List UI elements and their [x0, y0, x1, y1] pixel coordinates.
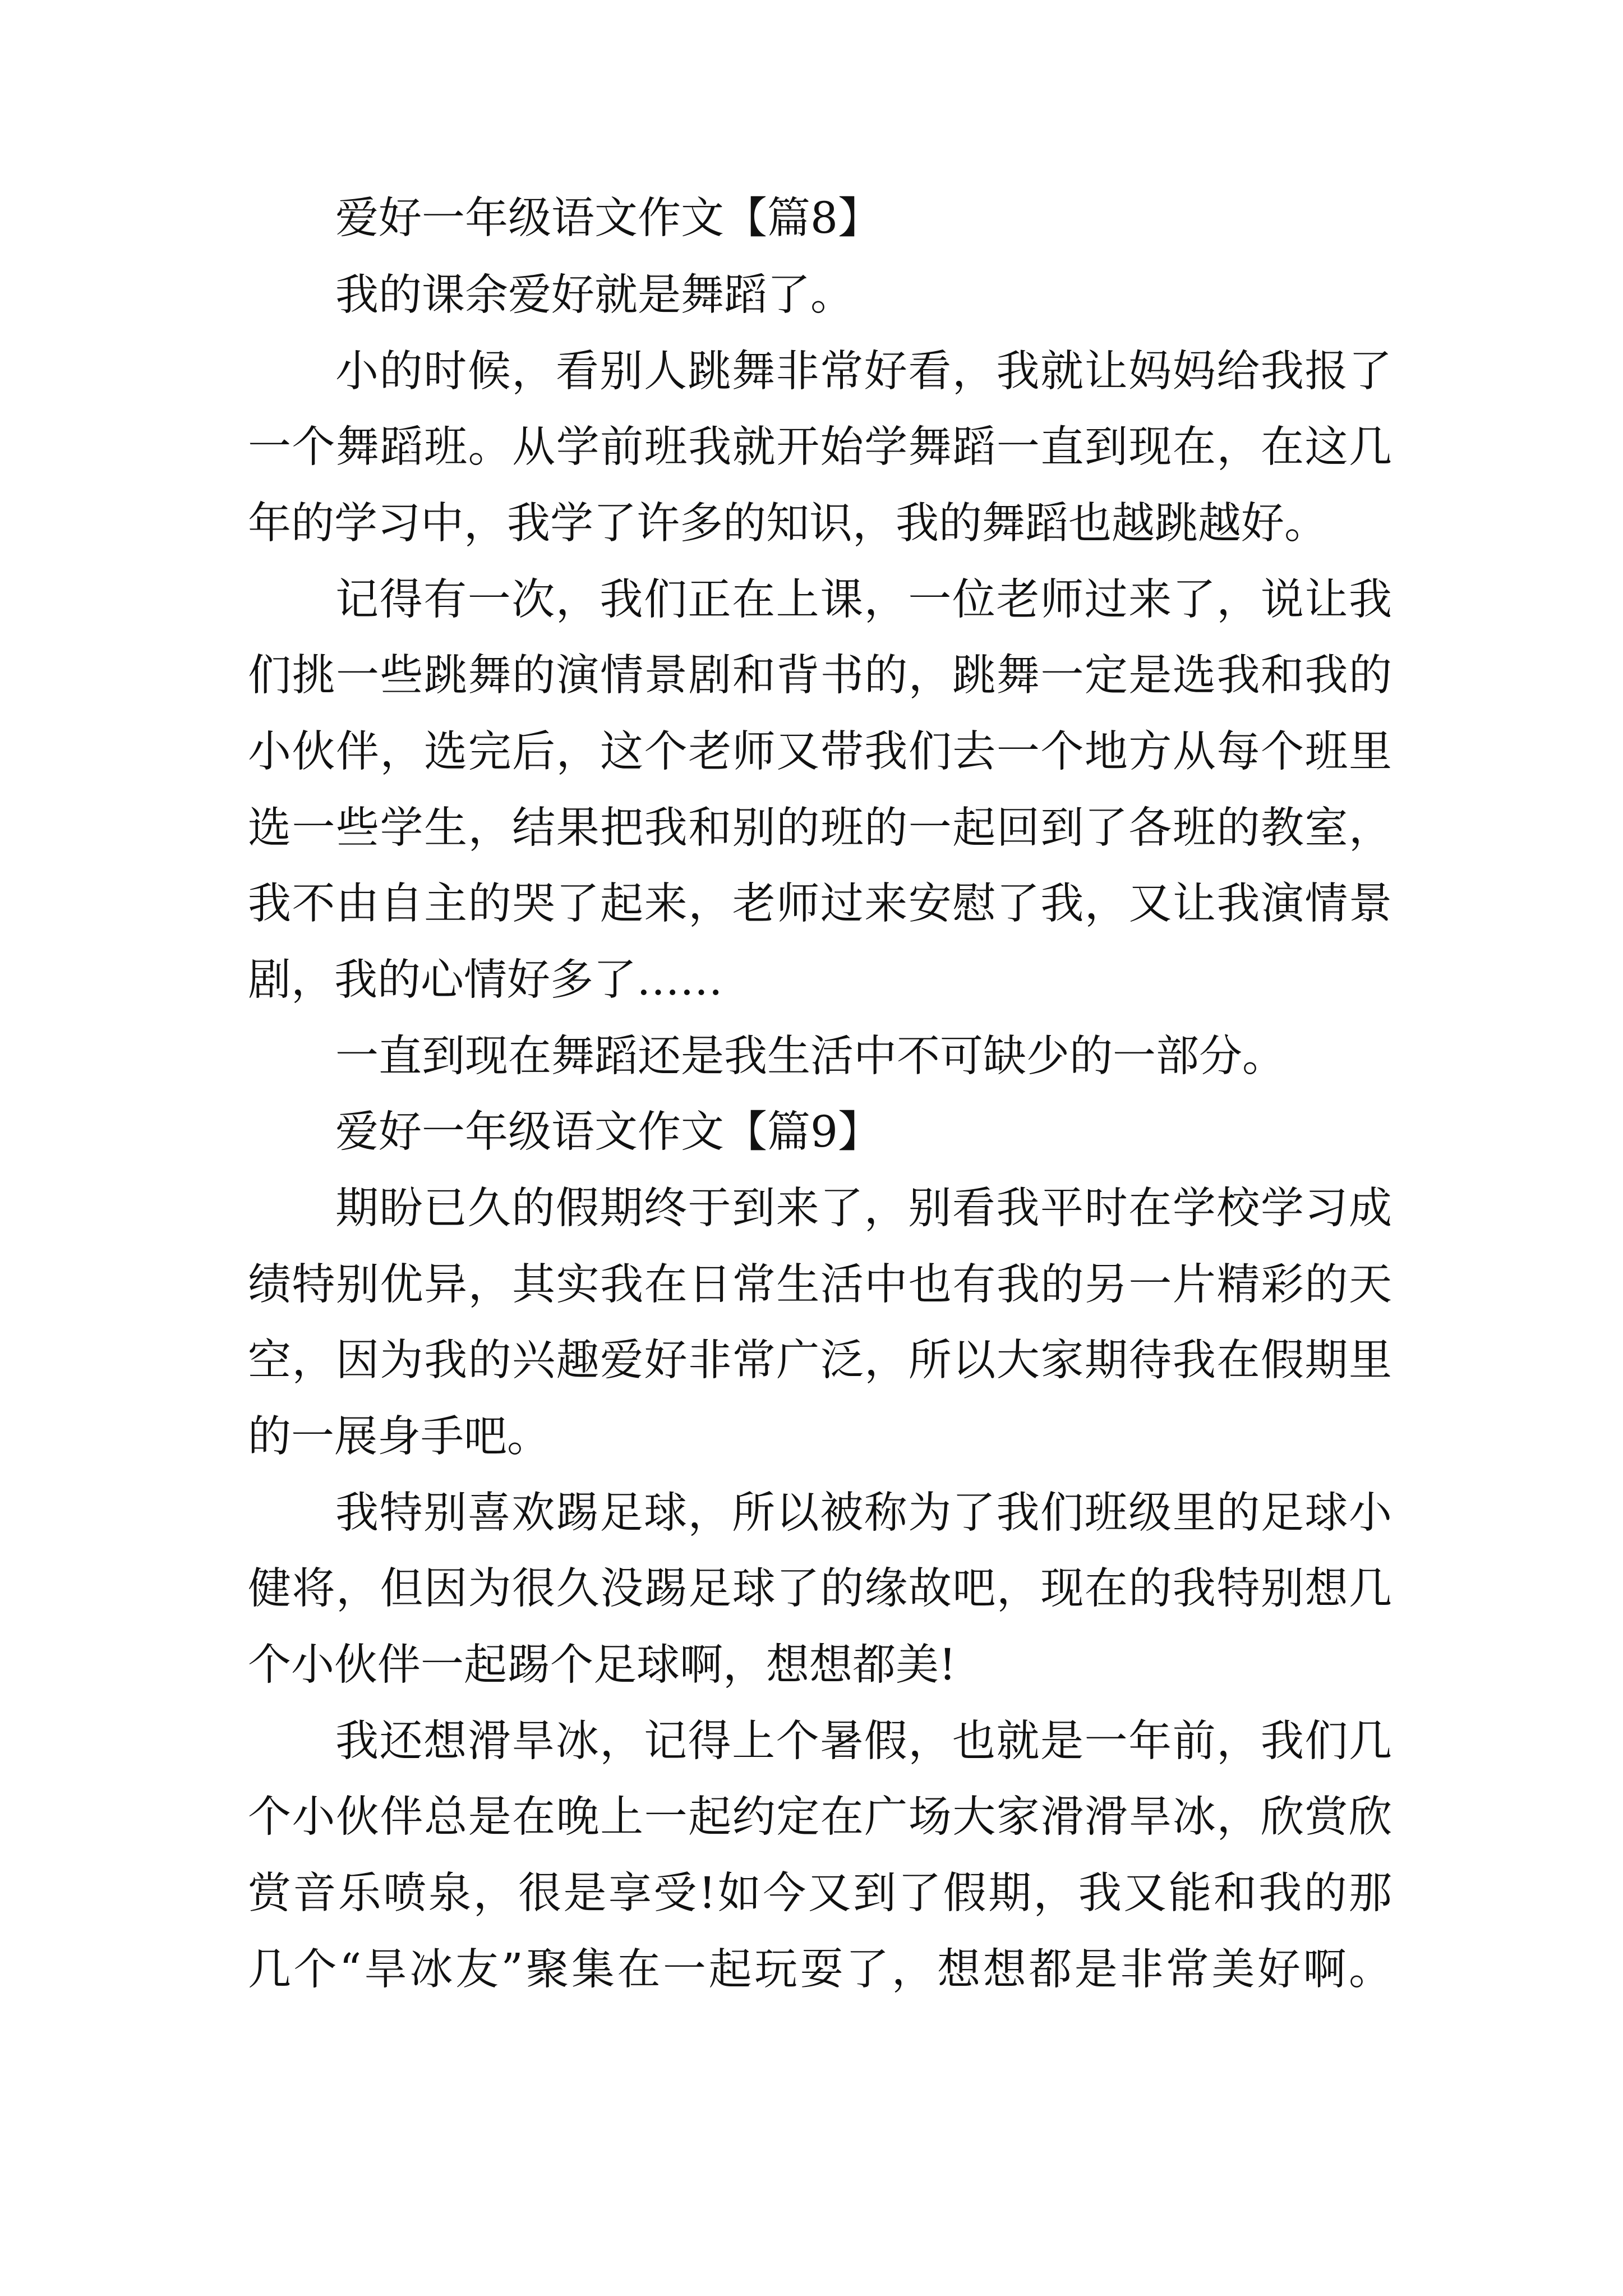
- essay-9-p3-line1: 我还想滑旱冰，记得上个暑假，也就是一年前，我们几: [335, 1717, 1392, 1766]
- essay-8-p2-line1: 小的时候，看别人跳舞非常好看，我就让妈妈给我报了: [335, 347, 1392, 397]
- essay-8-p3-line5: 我不由自主的哭了起来，老师过来安慰了我，又让我演情景: [248, 879, 1392, 929]
- essay-9-p1-line2: 绩特别优异，其实我在日常生活中也有我的另一片精彩的天: [248, 1260, 1392, 1310]
- essay-9-p3-line4: 几个“旱冰友”聚集在一起玩耍了，想想都是非常美好啊。: [248, 1945, 1392, 1995]
- essay-8-p3-line2: 们挑一些跳舞的演情景剧和背书的，跳舞一定是选我和我的: [248, 651, 1392, 701]
- essay-8-p4-line1: 一直到现在舞蹈还是我生活中不可缺少的一部分。: [335, 1032, 1285, 1082]
- essay-9-p3-line3: 赏音乐喷泉，很是享受!如今又到了假期，我又能和我的那: [248, 1869, 1392, 1918]
- essay-9-p2-line3: 个小伙伴一起踢个足球啊，想想都美!: [248, 1640, 956, 1690]
- essay-9-p1-line1: 期盼已久的假期终于到来了，别看我平时在学校学习成: [335, 1184, 1392, 1234]
- essay-9-p2-line2: 健将，但因为很久没踢足球了的缘故吧，现在的我特别想几: [248, 1564, 1392, 1614]
- essay-9-p2-line1: 我特别喜欢踢足球，所以被称为了我们班级里的足球小: [335, 1488, 1392, 1538]
- essay-8-p3-line4: 选一些学生，结果把我和别的班的一起回到了各班的教室，: [248, 803, 1392, 853]
- essay-8-heading: 爱好一年级语文作文【篇8】: [335, 194, 881, 243]
- essay-8-p3-line6: 剧，我的心情好多了……: [248, 955, 723, 1005]
- essay-8-p3-line1: 记得有一次，我们正在上课，一位老师过来了，说让我: [335, 575, 1392, 625]
- essay-9-p1-line3: 空，因为我的兴趣爱好非常广泛，所以大家期待我在假期里: [248, 1336, 1392, 1386]
- essay-8-p2-line2: 一个舞蹈班。从学前班我就开始学舞蹈一直到现在，在这几: [248, 422, 1392, 472]
- essay-8-p2-line3: 年的学习中，我学了许多的知识，我的舞蹈也越跳越好。: [248, 499, 1327, 549]
- essay-9-p1-line4: 的一展身手吧。: [248, 1412, 550, 1462]
- essay-8-p1-line1: 我的课余爱好就是舞蹈了。: [335, 270, 854, 320]
- essay-9-heading: 爱好一年级语文作文【篇9】: [335, 1107, 881, 1157]
- essay-8-p3-line3: 小伙伴，选完后，这个老师又带我们去一个地方从每个班里: [248, 727, 1392, 777]
- essay-9-p3-line2: 个小伙伴总是在晚上一起约定在广场大家滑滑旱冰，欣赏欣: [248, 1792, 1392, 1842]
